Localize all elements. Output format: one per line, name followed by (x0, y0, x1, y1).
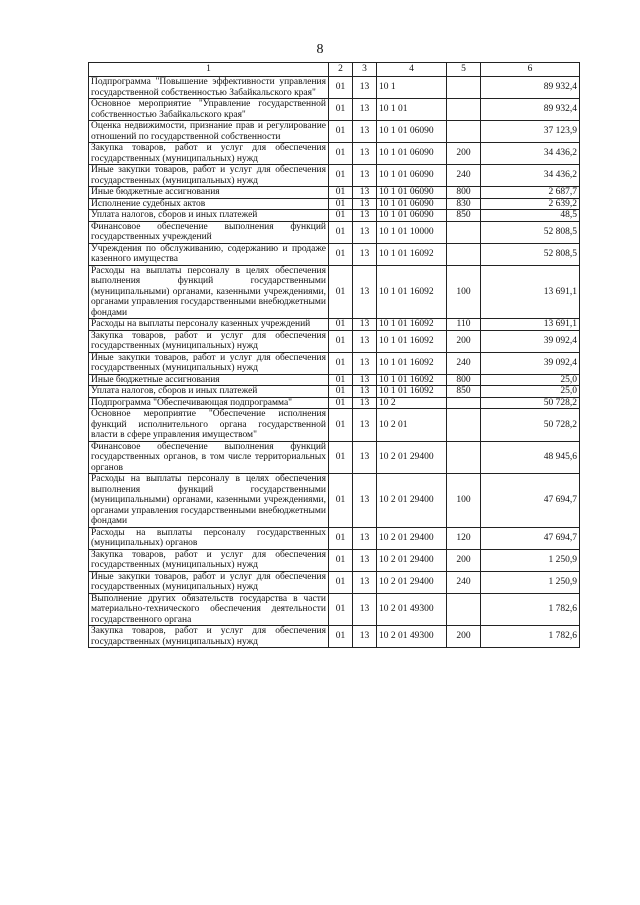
amount-cell: 13 691,1 (481, 319, 580, 331)
target-article-cell: 10 1 01 06090 (377, 187, 447, 199)
table-row (89, 198, 580, 210)
expense-name-cell: Учреждения по обслуживанию, содержанию и продаже казенного имущества (89, 243, 329, 265)
amount-cell: 34 436,2 (481, 143, 580, 165)
target-article-cell: 10 2 01 29400 (377, 527, 447, 549)
expense-type-cell (447, 441, 481, 474)
amount-cell: 52 808,5 (481, 221, 580, 243)
target-article-cell: 10 2 01 29400 (377, 441, 447, 474)
target-article-cell: 10 1 01 16092 (377, 386, 447, 398)
expense-name-cell: Подпрограмма "Повышение эффективности управления государственной собственностью Забайкальского края" (89, 77, 329, 99)
target-article-cell: 10 2 01 29400 (377, 549, 447, 571)
expense-name-cell: Финансовое обеспечение выполнения функций государственных учреждений (89, 221, 329, 243)
target-article-cell: 10 1 01 16092 (377, 330, 447, 352)
target-article-cell: 10 1 01 06090 (377, 198, 447, 210)
header-col-2: 2 (329, 63, 353, 77)
section-code-cell: 01 (329, 397, 353, 409)
table-body (89, 77, 580, 648)
header-col-4: 4 (377, 63, 447, 77)
section-code-cell: 01 (329, 571, 353, 593)
expense-name-cell: Расходы на выплаты персоналу казенных учреждений (89, 319, 329, 331)
amount-cell: 39 092,4 (481, 352, 580, 374)
expense-name-cell: Иные закупки товаров, работ и услуг для обеспечения государственных (муниципальных) нужд (89, 352, 329, 374)
table-row (89, 99, 580, 121)
amount-cell: 89 932,4 (481, 99, 580, 121)
subsection-code-cell: 13 (353, 319, 377, 331)
amount-cell: 50 728,2 (481, 409, 580, 442)
expense-type-cell (447, 243, 481, 265)
table-row (89, 386, 580, 398)
section-code-cell: 01 (329, 143, 353, 165)
section-code-cell: 01 (329, 593, 353, 626)
table-row (89, 409, 580, 442)
table-row (89, 243, 580, 265)
subsection-code-cell: 13 (353, 330, 377, 352)
table-row (89, 77, 580, 99)
section-code-cell: 01 (329, 187, 353, 199)
target-article-cell: 10 1 01 16092 (377, 265, 447, 319)
expense-name-cell: Уплата налогов, сборов и иных платежей (89, 386, 329, 398)
amount-cell: 48,5 (481, 210, 580, 222)
expense-name-cell: Иные закупки товаров, работ и услуг для обеспечения государственных (муниципальных) нужд (89, 165, 329, 187)
subsection-code-cell: 13 (353, 243, 377, 265)
expense-type-cell (447, 221, 481, 243)
amount-cell: 50 728,2 (481, 397, 580, 409)
amount-cell: 25,0 (481, 374, 580, 386)
amount-cell: 2 687,7 (481, 187, 580, 199)
amount-cell: 52 808,5 (481, 243, 580, 265)
table-row (89, 527, 580, 549)
expense-type-cell (447, 593, 481, 626)
section-code-cell: 01 (329, 441, 353, 474)
amount-cell: 1 782,6 (481, 593, 580, 626)
expense-type-cell: 110 (447, 319, 481, 331)
table-row (89, 187, 580, 199)
table-row (89, 221, 580, 243)
target-article-cell: 10 2 (377, 397, 447, 409)
expense-type-cell: 200 (447, 330, 481, 352)
expense-type-cell: 240 (447, 571, 481, 593)
expense-name-cell: Иные закупки товаров, работ и услуг для обеспечения государственных (муниципальных) нужд (89, 571, 329, 593)
expense-name-cell: Уплата налогов, сборов и иных платежей (89, 210, 329, 222)
expense-name-cell: Выполнение других обязательств государства в части материально-технического обеспечения деятельности государственного органа (89, 593, 329, 626)
header-col-1: 1 (89, 63, 329, 77)
amount-cell: 25,0 (481, 386, 580, 398)
expense-type-cell: 120 (447, 527, 481, 549)
table-row (89, 352, 580, 374)
target-article-cell: 10 1 01 16092 (377, 352, 447, 374)
table-row (89, 319, 580, 331)
target-article-cell: 10 2 01 49300 (377, 626, 447, 648)
section-code-cell: 01 (329, 409, 353, 442)
expense-type-cell: 200 (447, 549, 481, 571)
expense-type-cell: 100 (447, 265, 481, 319)
expense-type-cell: 800 (447, 374, 481, 386)
subsection-code-cell: 13 (353, 409, 377, 442)
table-row (89, 265, 580, 319)
table-row (89, 397, 580, 409)
subsection-code-cell: 13 (353, 99, 377, 121)
header-col-3: 3 (353, 63, 377, 77)
section-code-cell: 01 (329, 99, 353, 121)
table-row (89, 626, 580, 648)
expense-type-cell (447, 121, 481, 143)
target-article-cell: 10 2 01 49300 (377, 593, 447, 626)
amount-cell: 2 639,2 (481, 198, 580, 210)
section-code-cell: 01 (329, 121, 353, 143)
subsection-code-cell: 13 (353, 549, 377, 571)
expense-name-cell: Основное мероприятие "Управление государственной собственностью Забайкальского края" (89, 99, 329, 121)
amount-cell: 13 691,1 (481, 265, 580, 319)
expense-type-cell: 850 (447, 386, 481, 398)
section-code-cell: 01 (329, 527, 353, 549)
expense-name-cell: Закупка товаров, работ и услуг для обеспечения государственных (муниципальных) нужд (89, 626, 329, 648)
amount-cell: 1 782,6 (481, 626, 580, 648)
target-article-cell: 10 1 01 06090 (377, 121, 447, 143)
expense-name-cell: Иные бюджетные ассигнования (89, 187, 329, 199)
table-row (89, 165, 580, 187)
section-code-cell: 01 (329, 374, 353, 386)
section-code-cell: 01 (329, 221, 353, 243)
subsection-code-cell: 13 (353, 441, 377, 474)
table-row (89, 121, 580, 143)
expense-type-cell (447, 77, 481, 99)
table-row (89, 549, 580, 571)
expense-name-cell: Закупка товаров, работ и услуг для обеспечения государственных (муниципальных) нужд (89, 330, 329, 352)
subsection-code-cell: 13 (353, 626, 377, 648)
subsection-code-cell: 13 (353, 187, 377, 199)
section-code-cell: 01 (329, 626, 353, 648)
section-code-cell: 01 (329, 352, 353, 374)
expense-name-cell: Подпрограмма "Обеспечивающая подпрограмма" (89, 397, 329, 409)
header-col-6: 6 (481, 63, 580, 77)
amount-cell: 37 123,9 (481, 121, 580, 143)
section-code-cell: 01 (329, 165, 353, 187)
table-row (89, 143, 580, 165)
table-row (89, 571, 580, 593)
amount-cell: 48 945,6 (481, 441, 580, 474)
expense-name-cell: Расходы на выплаты персоналу в целях обеспечения выполнения функций государственными (муниципальными) органами, казенными учреждениями, органами управления государственными внебюджетными фондами (89, 265, 329, 319)
section-code-cell: 01 (329, 330, 353, 352)
expense-type-cell: 800 (447, 187, 481, 199)
target-article-cell: 10 2 01 29400 (377, 474, 447, 528)
target-article-cell: 10 1 01 10000 (377, 221, 447, 243)
target-article-cell: 10 1 01 16092 (377, 319, 447, 331)
subsection-code-cell: 13 (353, 374, 377, 386)
subsection-code-cell: 13 (353, 210, 377, 222)
subsection-code-cell: 13 (353, 527, 377, 549)
subsection-code-cell: 13 (353, 571, 377, 593)
subsection-code-cell: 13 (353, 143, 377, 165)
target-article-cell: 10 2 01 (377, 409, 447, 442)
expense-type-cell: 240 (447, 165, 481, 187)
expense-name-cell: Иные бюджетные ассигнования (89, 374, 329, 386)
budget-table (88, 62, 580, 648)
target-article-cell: 10 1 01 16092 (377, 243, 447, 265)
expense-name-cell: Финансовое обеспечение выполнения функций государственных органов, в том числе территориальных органов (89, 441, 329, 474)
subsection-code-cell: 13 (353, 397, 377, 409)
subsection-code-cell: 13 (353, 121, 377, 143)
section-code-cell: 01 (329, 210, 353, 222)
subsection-code-cell: 13 (353, 474, 377, 528)
subsection-code-cell: 13 (353, 165, 377, 187)
expense-type-cell: 100 (447, 474, 481, 528)
section-code-cell: 01 (329, 319, 353, 331)
amount-cell: 47 694,7 (481, 527, 580, 549)
header-col-5: 5 (447, 63, 481, 77)
expense-type-cell (447, 397, 481, 409)
target-article-cell: 10 1 01 06090 (377, 210, 447, 222)
expense-name-cell: Расходы на выплаты персоналу в целях обеспечения выполнения функций государственными (муниципальными) органами, казенными учреждениями, органами управления государственными внебюджетными фондами (89, 474, 329, 528)
table-row (89, 210, 580, 222)
subsection-code-cell: 13 (353, 386, 377, 398)
amount-cell: 1 250,9 (481, 571, 580, 593)
section-code-cell: 01 (329, 77, 353, 99)
subsection-code-cell: 13 (353, 593, 377, 626)
target-article-cell: 10 1 01 (377, 99, 447, 121)
expense-type-cell (447, 409, 481, 442)
amount-cell: 34 436,2 (481, 165, 580, 187)
subsection-code-cell: 13 (353, 77, 377, 99)
expense-name-cell: Оценка недвижимости, признание прав и регулирование отношений по государственной собственности (89, 121, 329, 143)
table-row (89, 474, 580, 528)
expense-type-cell: 830 (447, 198, 481, 210)
expense-type-cell (447, 99, 481, 121)
expense-type-cell: 200 (447, 143, 481, 165)
table-row (89, 330, 580, 352)
amount-cell: 39 092,4 (481, 330, 580, 352)
subsection-code-cell: 13 (353, 221, 377, 243)
table-row (89, 441, 580, 474)
target-article-cell: 10 1 (377, 77, 447, 99)
expense-name-cell: Исполнение судебных актов (89, 198, 329, 210)
subsection-code-cell: 13 (353, 352, 377, 374)
target-article-cell: 10 1 01 06090 (377, 143, 447, 165)
table-row (89, 374, 580, 386)
expense-name-cell: Закупка товаров, работ и услуг для обеспечения государственных (муниципальных) нужд (89, 143, 329, 165)
amount-cell: 47 694,7 (481, 474, 580, 528)
expense-name-cell: Основное мероприятие "Обеспечение исполнения функций исполнительного органа государственной власти в сфере управления имуществом" (89, 409, 329, 442)
section-code-cell: 01 (329, 265, 353, 319)
amount-cell: 1 250,9 (481, 549, 580, 571)
expense-name-cell: Расходы на выплаты персоналу государственных (муниципальных) органов (89, 527, 329, 549)
section-code-cell: 01 (329, 386, 353, 398)
target-article-cell: 10 1 01 06090 (377, 165, 447, 187)
section-code-cell: 01 (329, 198, 353, 210)
expense-type-cell: 240 (447, 352, 481, 374)
expense-type-cell: 200 (447, 626, 481, 648)
subsection-code-cell: 13 (353, 198, 377, 210)
expense-type-cell: 850 (447, 210, 481, 222)
target-article-cell: 10 2 01 29400 (377, 571, 447, 593)
section-code-cell: 01 (329, 474, 353, 528)
section-code-cell: 01 (329, 243, 353, 265)
subsection-code-cell: 13 (353, 265, 377, 319)
expense-name-cell: Закупка товаров, работ и услуг для обеспечения государственных (муниципальных) нужд (89, 549, 329, 571)
target-article-cell: 10 1 01 16092 (377, 374, 447, 386)
table-header (89, 63, 580, 77)
page-number: 8 (316, 42, 324, 57)
table-row (89, 593, 580, 626)
header-row (89, 63, 580, 77)
amount-cell: 89 932,4 (481, 77, 580, 99)
section-code-cell: 01 (329, 549, 353, 571)
